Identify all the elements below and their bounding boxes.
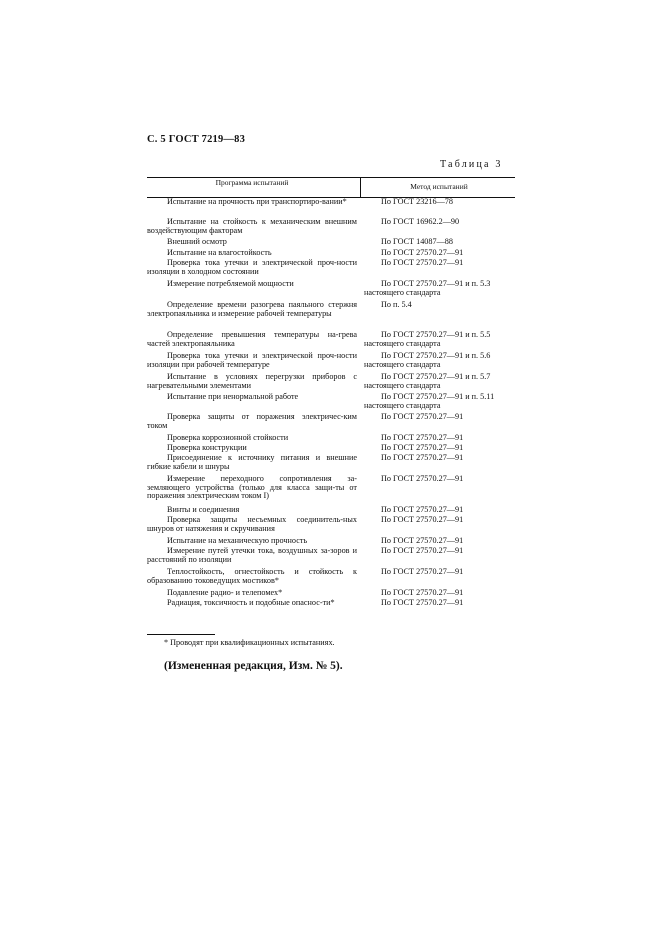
table-top-rule bbox=[147, 177, 515, 178]
cell-method: По ГОСТ 27570.27—91 bbox=[381, 598, 464, 607]
cell-program: Испытание на стойкость к механическим внешним воздействующим факторам bbox=[147, 217, 357, 235]
cell-method: По ГОСТ 27570.27—91 bbox=[381, 567, 464, 576]
cell-method: По ГОСТ 27570.27—91 bbox=[381, 505, 464, 514]
cell-method: По ГОСТ 27570.27—91 и п. 5.7 настоящего стандарта bbox=[364, 372, 491, 390]
cell-program: Теплостойкость, огнестойкость и стойкость к образованию токоведущих мостиков* bbox=[147, 567, 357, 585]
col-header-program: Программа испытаний bbox=[215, 178, 289, 187]
cell-program: Определение превышения температуры на-грева частей электропаяльника bbox=[147, 330, 357, 348]
cell-program: Присоединение к источнику питания и внешние гибкие кабели и шнуры bbox=[147, 453, 357, 471]
cell-program: Испытание на прочность при транспортиро-вании* bbox=[167, 197, 347, 206]
cell-method: По ГОСТ 27570.27—91 bbox=[381, 453, 464, 462]
cell-program: Испытание при ненормальной работе bbox=[167, 392, 299, 401]
cell-program: Проверка коррозионной стойкости bbox=[167, 433, 289, 442]
cell-program: Измерение переходного сопротивления за-земляющего устройства (только для класса защи-ты от поражения электрическим током I) bbox=[147, 474, 357, 501]
cell-program: Измерение потребляемой мощности bbox=[167, 279, 294, 288]
col-header-method: Метод испытаний bbox=[410, 182, 468, 191]
cell-program: Радиация, токсичность и подобные опаснос-ти* bbox=[167, 598, 335, 607]
cell-method: По ГОСТ 27570.27—91 bbox=[381, 515, 464, 524]
cell-program: Проверка конструкции bbox=[167, 443, 247, 452]
cell-method: По ГОСТ 27570.27—91 bbox=[381, 443, 464, 452]
cell-method: По ГОСТ 27570.27—91 bbox=[381, 258, 464, 267]
cell-method: По ГОСТ 16962.2—90 bbox=[381, 217, 460, 226]
cell-method: По ГОСТ 23216—78 bbox=[381, 197, 453, 206]
change-note: (Измененная редакция, Изм. № 5). bbox=[164, 660, 343, 672]
cell-program: Определение времени разогрева паяльного стержня электропаяльника и измерение рабочей температуры bbox=[147, 300, 357, 318]
cell-program: Проверка защиты от поражения электричес-ким током bbox=[147, 412, 357, 430]
cell-method: По ГОСТ 27570.27—91 bbox=[381, 412, 464, 421]
cell-method: По ГОСТ 27570.27—91 и п. 5.11 настоящего стандарта bbox=[364, 392, 495, 410]
cell-program: Подавление радио- и телепомех* bbox=[167, 588, 283, 597]
cell-program: Испытание на механическую прочность bbox=[167, 536, 308, 545]
cell-method: По ГОСТ 14087—88 bbox=[381, 237, 453, 246]
cell-method: По ГОСТ 27570.27—91 bbox=[381, 536, 464, 545]
cell-method: По ГОСТ 27570.27—91 bbox=[381, 588, 464, 597]
cell-method: По ГОСТ 27570.27—91 bbox=[381, 248, 464, 257]
cell-method: По ГОСТ 27570.27—91 bbox=[381, 474, 464, 483]
cell-program: Проверка тока утечки и электрической проч-ности изоляции при рабочей температуре bbox=[147, 351, 357, 369]
page-header: С. 5 ГОСТ 7219—83 bbox=[147, 134, 246, 145]
cell-method: По ГОСТ 27570.27—91 и п. 5.3 настоящего стандарта bbox=[364, 279, 491, 297]
header-column-divider bbox=[360, 177, 361, 197]
cell-program: Испытание в условиях перегрузки приборов с нагревательными элементами bbox=[147, 372, 357, 390]
cell-method: По ГОСТ 27570.27—91 bbox=[381, 546, 464, 555]
footnote-rule bbox=[147, 634, 215, 635]
cell-program: Проверка защиты несъемных соединитель-ных шнуров от натяжения и скручивания bbox=[147, 515, 357, 533]
cell-method: По ГОСТ 27570.27—91 и п. 5.6 настоящего стандарта bbox=[364, 351, 491, 369]
cell-program: Внешний осмотр bbox=[167, 237, 227, 246]
footnote: * Проводят при квалификационных испытаниях. bbox=[164, 638, 335, 647]
cell-program: Проверка тока утечки и электрической проч-ности изоляции в холодном состоянии bbox=[147, 258, 357, 276]
cell-method: По п. 5.4 bbox=[381, 300, 412, 309]
cell-method: По ГОСТ 27570.27—91 bbox=[381, 433, 464, 442]
table-label: Таблица 3 bbox=[440, 159, 503, 170]
cell-method: По ГОСТ 27570.27—91 и п. 5.5 настоящего стандарта bbox=[364, 330, 491, 348]
cell-program: Измерение путей утечки тока, воздушных за-зоров и расстояний по изоляции bbox=[147, 546, 357, 564]
cell-program: Испытание на влагостойкость bbox=[167, 248, 272, 257]
cell-program: Винты и соединения bbox=[167, 505, 240, 514]
